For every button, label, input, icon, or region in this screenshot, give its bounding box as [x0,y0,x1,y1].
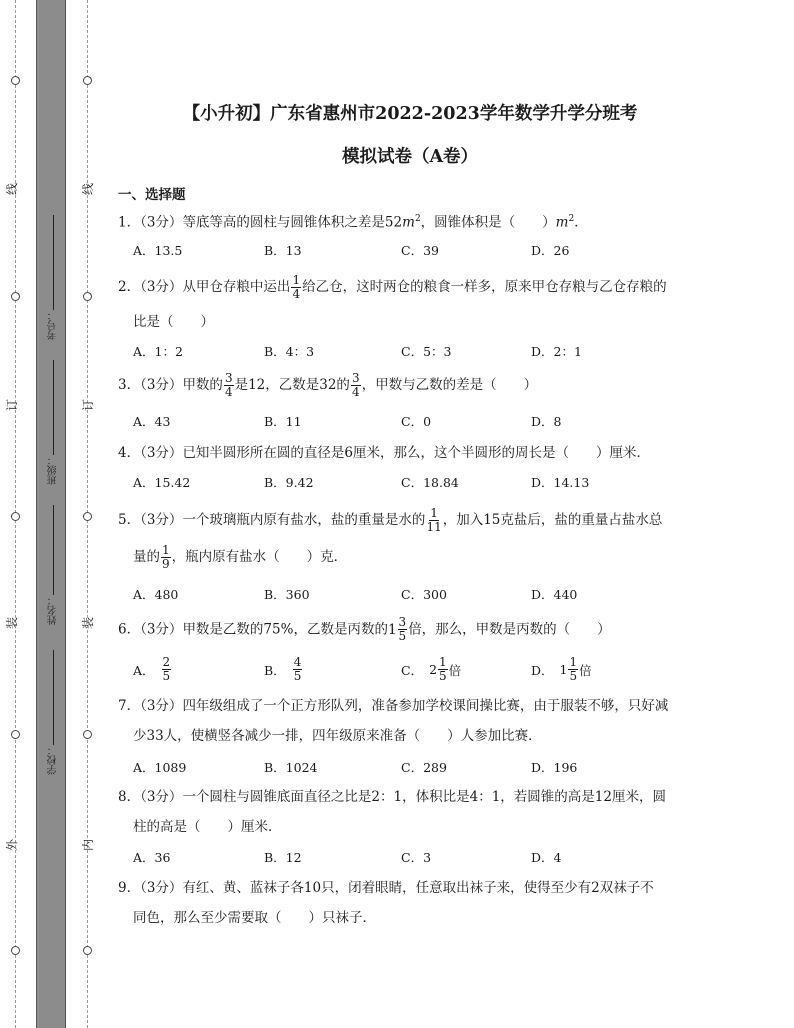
question-text: 已知半圆形所在圆的直径是6厘米，那么，这个半圆形的周长是（ ）厘米． [182,445,651,461]
mixed-whole: 1 [387,621,397,638]
question-text-line2 [133,544,688,571]
fraction [438,656,448,683]
class-field[interactable] [46,360,60,485]
fraction-numerator: 3 [398,615,407,629]
fraction [426,507,441,534]
question-4 [118,442,688,464]
question-6 [118,616,688,643]
fraction [398,616,408,643]
binding-hole-icon [83,512,92,521]
fraction-numerator: 1 [292,273,301,287]
fraction-numerator: 3 [351,371,360,385]
option-d[interactable]: D．440 [531,587,578,602]
options-2 [133,342,693,364]
binding-hole-icon [11,730,20,739]
option-d[interactable]: D．14.13 [531,475,590,490]
option-suffix: 倍 [448,662,462,678]
option-a[interactable]: A．36 [133,850,171,865]
option-b[interactable]: B．9.42 [264,475,314,490]
question-text-line2: 比是（ ） [133,314,214,330]
fraction [568,656,578,683]
binding-hole-icon [11,946,20,955]
question-number: 5．（3分） [118,512,183,528]
option-label: C． [401,662,424,678]
question-7 [118,695,688,747]
question-text: 倍，那么，甲数是丙数的（ ） [408,621,611,638]
question-8 [118,786,688,838]
question-text-line2: 同色，那么至少需要取（ ）只袜子． [133,910,376,926]
fraction-denominator: 5 [569,669,578,683]
margin-char-ding-outer: 订 [5,399,19,412]
options-3 [133,412,693,434]
option-c[interactable]: C．0 [401,414,432,429]
binding-hole-icon [83,76,92,85]
fraction-denominator: 4 [292,287,301,301]
option-b[interactable] [264,656,303,683]
school-line [53,650,54,745]
fraction-denominator: 5 [398,629,407,643]
question-text: 从甲仓存粮中运出 [182,279,291,295]
option-a[interactable]: A．1089 [133,760,187,775]
question-text: 甲数的 [182,377,223,393]
margin-char-nei-inner: 内 [81,839,95,852]
binding-hole-icon [11,76,20,85]
question-9 [118,877,688,929]
class-label: 班级： [47,455,59,485]
name-label: 姓名： [47,595,59,625]
fraction-numerator: 1 [430,506,438,520]
fraction-numerator: 1 [569,655,578,669]
school-field[interactable] [46,650,60,775]
name-line [53,505,54,595]
mixed-whole: 1 [559,662,568,677]
fraction [162,656,172,683]
question-text: 有红、黄、蓝袜子各10只，闭着眼睛，任意取出袜子来，使得至少有2双袜子不 [182,880,654,896]
unit-sup: 2 [568,214,575,224]
fraction-denominator: 5 [162,669,171,683]
question-number: 7．（3分） [118,698,183,714]
question-text-line2: 少33人，使横竖各减少一排，四年级原来准备（ ）人参加比赛． [133,728,542,744]
class-line [53,360,54,455]
question-text: ． [574,214,588,231]
name-field[interactable] [46,505,60,625]
option-c[interactable] [401,656,461,683]
option-b[interactable]: B．4：3 [264,344,315,359]
question-number: 1．（3分） [118,214,183,231]
option-c[interactable]: C．300 [401,587,447,602]
question-text: 一个玻璃瓶内原有盐水，盐的重量是水的 [182,512,426,528]
question-number: 4．（3分） [118,445,183,461]
fraction-numerator: 2 [162,655,171,669]
option-c[interactable]: C．39 [401,243,439,258]
question-3 [118,372,688,399]
question-number: 8．（3分） [118,789,183,805]
question-text: 等底等高的圆柱与圆锥体积之差是52 [182,214,403,231]
question-number: 6．（3分） [118,621,183,638]
mixed-whole: 2 [429,662,438,677]
fraction-denominator: 9 [162,557,170,571]
question-text: 一个圆柱与圆锥底面直径之比是2：1，体积比是4：1，若圆锥的高是12厘米，圆 [182,789,666,805]
fraction-denominator: 4 [224,385,233,399]
option-a[interactable]: A．480 [133,587,179,602]
option-d[interactable]: D．2：1 [531,344,582,359]
fraction-numerator: 1 [439,655,447,669]
fraction-numerator: 1 [162,543,170,557]
options-8 [133,848,693,870]
margin-char-xian-inner: 线 [81,183,95,196]
exam-number-line [53,215,54,310]
option-b[interactable]: B．1024 [264,760,318,775]
fraction-denominator: 11 [426,520,442,534]
fraction [351,372,361,399]
exam-number-field[interactable] [46,215,60,340]
option-c[interactable]: C．3 [401,850,432,865]
question-text-line2: 柱的高是（ ）厘米． [133,819,282,835]
option-b[interactable]: B．11 [264,414,302,429]
fraction [224,372,234,399]
fraction [161,544,171,571]
margin-char-zhuang-inner: 装 [81,617,95,630]
option-d[interactable]: D．4 [531,850,562,865]
option-c[interactable]: C．5：3 [401,344,452,359]
question-number: 9．（3分） [118,880,183,896]
option-d[interactable]: D．196 [531,760,578,775]
binding-hole-icon [83,292,92,301]
fraction [293,656,303,683]
option-a[interactable]: A．1：2 [133,344,183,359]
option-a[interactable] [133,656,172,683]
fraction-denominator: 5 [439,669,447,683]
question-5 [118,507,688,571]
binding-hole-icon [83,946,92,955]
mixed-number [388,616,408,643]
binding-hole-icon [11,512,20,521]
option-d[interactable] [531,656,592,683]
fraction [291,274,301,301]
option-b[interactable]: B．360 [264,587,310,602]
fraction-denominator: 5 [293,669,302,683]
option-suffix: 倍 [579,662,592,678]
fraction-denominator: 4 [351,385,360,399]
option-c[interactable]: C．18.84 [401,475,459,490]
binding-hole-icon [83,730,92,739]
option-d[interactable]: D．26 [531,243,570,258]
question-number: 2．（3分） [118,279,183,295]
question-text: 量的 [133,549,160,565]
option-c[interactable]: C．289 [401,760,447,775]
question-text: 四年级组成了一个正方形队列，准备参加学校课间操比赛，由于服装不够，只好减 [182,698,669,714]
options-5 [133,585,693,607]
options-1 [133,241,693,263]
page-subtitle: 模拟试卷（A卷） [341,147,479,167]
binding-margin [0,0,100,1028]
option-a[interactable]: A．15.42 [133,475,191,490]
options-4 [133,473,693,495]
school-label: 学校： [47,745,59,775]
margin-char-wai-outer: 外 [5,839,19,852]
question-text: ，瓶内原有盐水（ ）克． [171,549,348,565]
exam-number-label: 考号： [47,310,59,340]
option-label: A． [133,662,155,678]
fraction-numerator: 4 [293,655,302,669]
margin-char-xian-outer: 线 [5,183,19,196]
unit: m [402,214,415,231]
option-a[interactable]: A．43 [133,414,171,429]
page-title: 【小升初】广东省惠州市2022-2023学年数学升学分班考 [182,104,638,124]
question-text: 甲数是乙数的75%，乙数是丙数的 [182,621,388,638]
question-text: 给乙仓，这时两仓的粮食一样多，原来甲仓存粮与乙仓存粮的 [302,279,667,295]
option-label: D． [531,662,554,678]
option-d[interactable]: D．8 [531,414,562,429]
question-text: ，圆锥体积是（ ） [420,214,556,231]
option-label: B． [264,662,286,678]
unit: m [555,214,569,231]
question-2 [118,274,688,333]
option-b[interactable]: B．13 [264,243,302,258]
binding-hole-icon [11,292,20,301]
unit-sup: 2 [414,214,421,224]
margin-char-ding-inner: 订 [81,399,95,412]
option-a[interactable]: A．13.5 [133,243,183,258]
question-1 [118,208,688,234]
question-number: 3．（3分） [118,377,183,393]
section-heading: 一、选择题 [118,187,186,203]
fraction-numerator: 3 [224,371,233,385]
options-7 [133,758,693,780]
margin-char-zhuang-outer: 装 [5,617,19,630]
question-text: ，甲数与乙数的差是（ ） [361,377,538,393]
question-text: ，加入15克盐后，盐的重量占盐水总 [442,512,663,528]
question-text: 是12，乙数是32的 [234,377,350,393]
options-6 [133,655,693,683]
option-b[interactable]: B．12 [264,850,302,865]
